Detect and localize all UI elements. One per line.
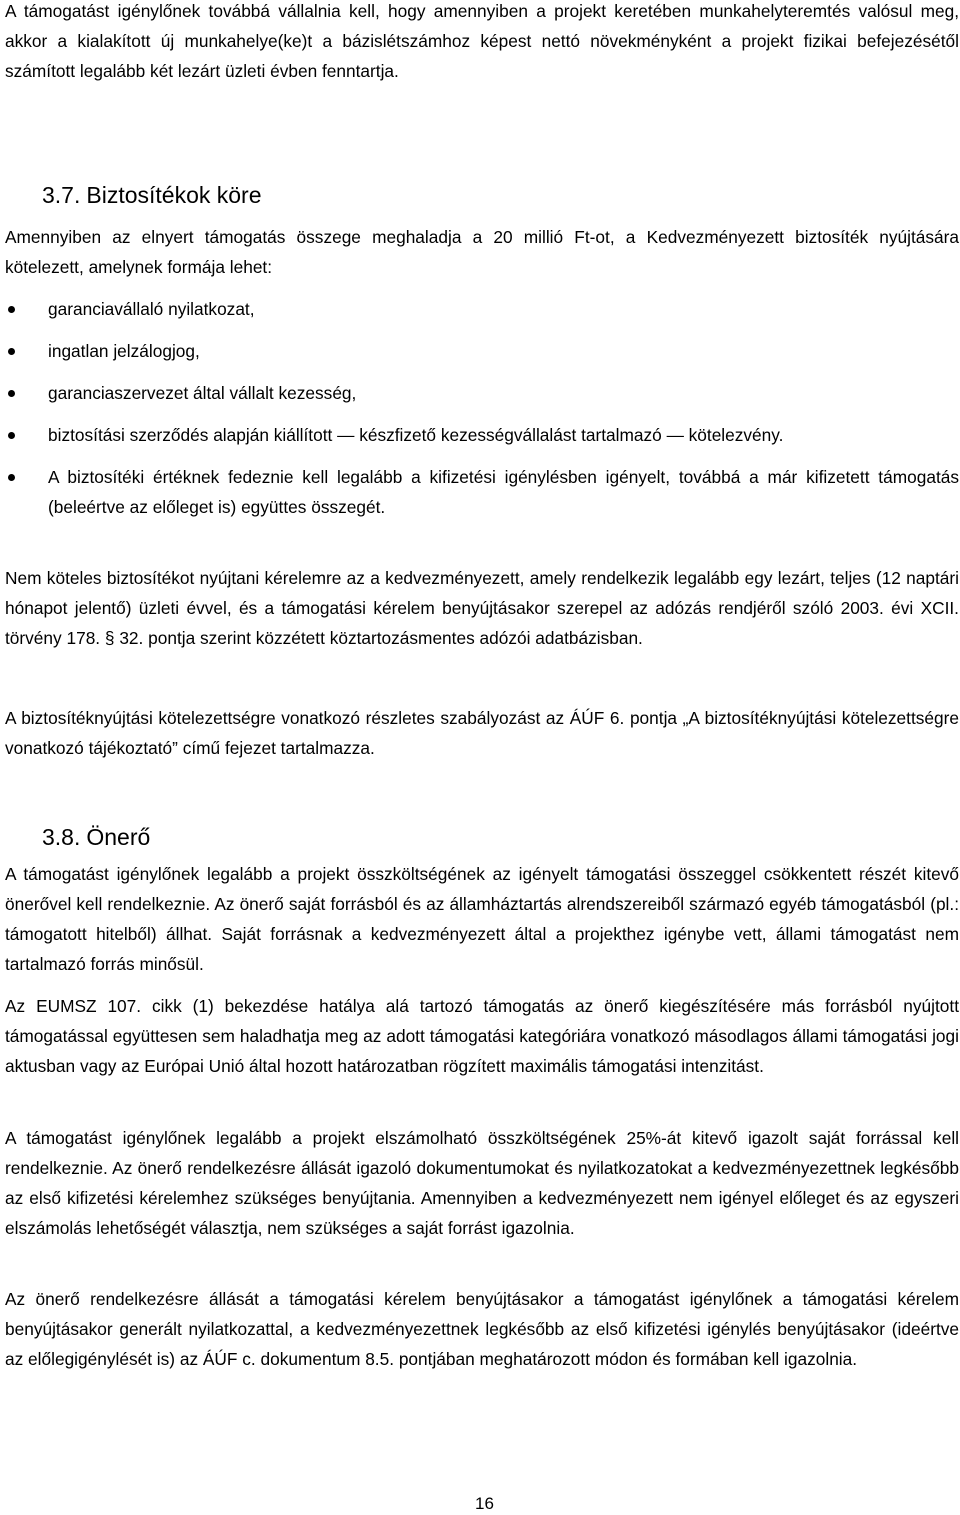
list-item: [5, 420, 959, 450]
list-item: [5, 378, 959, 408]
page-number: 16: [475, 1494, 494, 1513]
list-item: [5, 462, 959, 522]
list-item-text: garanciaszervezet által vállalt kezesség,: [48, 383, 357, 403]
list-item: [5, 336, 959, 366]
intro-paragraph: A támogatást igénylőnek továbbá vállalnia kell, hogy amennyiben a projekt keretében munkahelyteremtés valósul meg, akkor a kialakított új munkahelye(ke)t a bázislétszámhoz képest nettó növekményként a projekt fizikai befejezésétől számított legalább két lezárt üzleti évben fenntartja.: [5, 1, 959, 81]
list-item-text: biztosítási szerződés alapján kiállított — készfizető kezességvállalást tartalmazó — kötelezvény.: [48, 425, 784, 445]
section-title: Biztosítékok köre: [86, 182, 262, 208]
paragraph: Az EUMSZ 107. cikk (1) bekezdése hatálya alá tartozó támogatás az önerő kiegészítésére más forrásból nyújtott támogatással együttesen sem haladhatja meg az adott támogatási kategóriára vonatkozó másodlagos állami támogatási jogi aktusban vagy az Európai Unió által hozott határozatban rögzített maximális támogatási intenzitást.: [5, 996, 959, 1076]
paragraph: A támogatást igénylőnek legalább a projekt összköltségének az igényelt támogatási összeggel csökkentett részét kitevő önerővel kell rendelkeznie. Az önerő saját forrásból és az államháztartás alrendszereiből származó egyéb támogatásból (pl.: támogatott hitelből) állhat. Saját forrásnak a kedvezményezett által a projekthez igénybe vett, állami támogatást nem tartalmazó forrás minősül.: [5, 864, 959, 974]
list-item: [5, 294, 959, 324]
bullet-icon: [8, 306, 15, 313]
bullet-icon: [8, 348, 15, 355]
list-item-text: A biztosítéki értéknek fedeznie kell legalább a kifizetési igénylésben igényelt, továbbá a már kifizetett támogatás (beleértve az előleget is) együttes összegét.: [48, 467, 959, 517]
paragraph: Nem köteles biztosítékot nyújtani kérelemre az a kedvezményezett, amely rendelkezik legalább egy lezárt, teljes (12 naptári hónapot jelentő) üzleti évvel, és a támogatási kérelem benyújtásakor szerepel az adózás rendjéről szóló 2003. évi XCII. törvény 178. § 32. pontja szerint közzétett köztartozásmentes adózói adatbázisban.: [5, 568, 959, 648]
bullet-list: [5, 378, 959, 408]
section-heading-3-8: [42, 822, 150, 852]
bullet-icon: [8, 432, 15, 439]
section-title: Önerő: [86, 824, 151, 850]
bullet-list: [5, 294, 959, 324]
paragraph: Amennyiben az elnyert támogatás összege meghaladja a 20 millió Ft-ot, a Kedvezményezett biztosíték nyújtására kötelezett, amelynek formája lehet:: [5, 227, 959, 277]
list-item-text: garanciavállaló nyilatkozat,: [48, 299, 255, 319]
paragraph: A támogatást igénylőnek legalább a projekt elszámolható összköltségének 25%-át kitevő igazolt saját forrással kell rendelkeznie. Az önerő rendelkezésre állását igazoló dokumentumokat és nyilatkozatokat a kedvezményezettnek legkésőbb az első kifizetési kérelemhez szükséges benyújtania. Amennyiben a kedvezményezett nem igényel előleget és az egyszeri elszámolás lehetőségét választja, nem szükséges a saját forrást igazolnia.: [5, 1128, 959, 1238]
bullet-list: [5, 420, 959, 450]
list-item-text: ingatlan jelzálogjog,: [48, 341, 200, 361]
bullet-icon: [8, 474, 15, 481]
bullet-list: [5, 336, 959, 366]
section-number: 3.8.: [42, 824, 81, 850]
bullet-icon: [8, 390, 15, 397]
section-heading-3-7: [42, 180, 262, 210]
bullet-list: [5, 462, 959, 522]
paragraph: Az önerő rendelkezésre állását a támogatási kérelem benyújtásakor a támogatást igénylőnek a támogatási kérelem benyújtásakor generált nyilatkozattal, a kedvezményezettnek legkésőbb az első kifizetési igénylés benyújtásakor (ideértve az előlegigénylését is) az ÁÚF c. dokumentum 8.5. pontjában meghatározott módon és formában kell igazolnia.: [5, 1289, 959, 1369]
paragraph: A biztosítéknyújtási kötelezettségre vonatkozó részletes szabályozást az ÁÚF 6. pontja „A biztosítéknyújtási kötelezettségre vonatkozó tájékoztató” című fejezet tartalmazza.: [5, 708, 959, 758]
section-number: 3.7.: [42, 182, 81, 208]
